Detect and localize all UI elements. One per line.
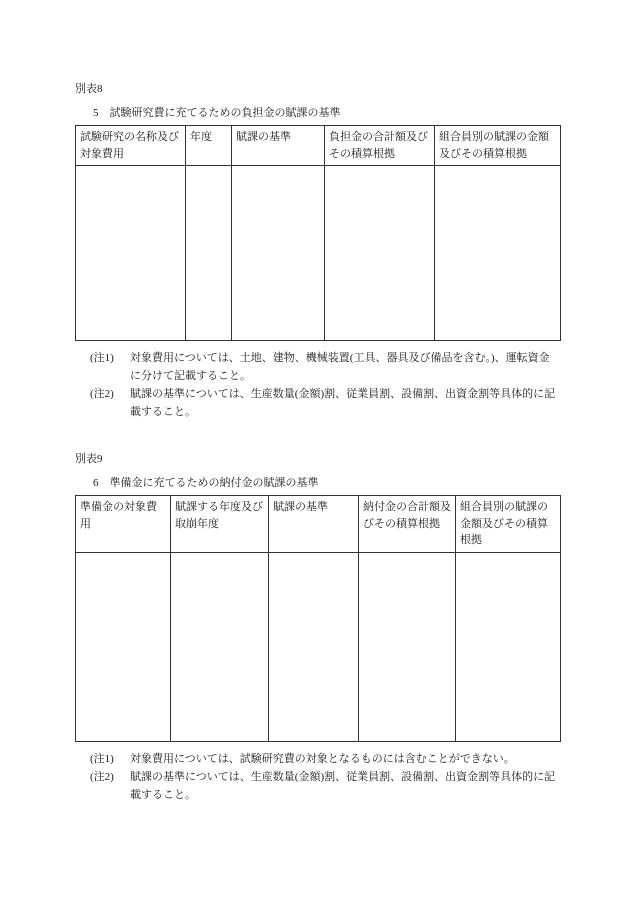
table9-note-2 [90,769,560,804]
section-divider-space [75,422,560,450]
table9-cell-member-amount [456,552,561,741]
table8-header-row [76,126,561,166]
table9-title: 6 準備金に充てるための納付金の賦課の基準 [93,477,319,490]
table9-header-levy-basis: 賦課の基準 [269,496,359,553]
table8-note-1 [90,350,560,385]
table8-body-row [76,166,561,341]
table8-cell-name-cost [76,166,186,341]
table8-header-member-amount: 組合員別の賦課の金額及びその積算根拠 [435,126,561,166]
table9-header-row [76,496,561,553]
note-text: 賦課の基準については、生産数量(金額)割、従業員割、設備割、出資金割等具体的に記載すること。 [130,771,556,802]
table8-header-name-cost: 試験研究の名称及び対象費用 [76,126,186,166]
table9-header-member-amount: 組合員別の賦課の金額及びその積算根拠 [456,496,561,553]
note-label: (注1) [90,352,114,364]
table9-header-target-cost: 準備金の対象費用 [76,496,171,553]
table8-cell-levy-basis [232,166,325,341]
table8-note-2 [90,386,560,421]
table9-header-total-amount: 納付金の合計額及びその積算根拠 [359,496,456,553]
table8-header-year: 年度 [186,126,232,166]
table9-cell-total-amount [359,552,456,741]
table9-body-row [76,552,561,741]
table8 [75,125,561,341]
table8-cell-total-amount [325,166,435,341]
sheet9-label: 別表9 [75,453,103,466]
note-label: (注1) [90,752,114,765]
table8-header-levy-basis: 賦課の基準 [232,126,325,166]
table8-header-total-amount: 負担金の合計額及びその積算根拠 [325,126,435,166]
note-text: 賦課の基準については、生産数量(金額)割、従業員割、設備割、出資金割等具体的に記載すること。 [130,388,556,418]
table9-cell-levy-year [171,552,269,741]
table8-title: 5 試験研究費に充てるための負担金の賦課の基準 [93,107,341,119]
table9-cell-target-cost [76,552,171,741]
table9 [75,495,561,742]
table9-note-1 [90,751,560,769]
sheet8-label: 別表8 [75,83,103,95]
note-label: (注2) [90,771,114,784]
table8-cell-member-amount [435,166,561,341]
note-text: 対象費用については、試験研究費の対象となるものには含むことができない。 [130,752,515,765]
table9-header-levy-year: 賦課する年度及び取崩年度 [171,496,269,553]
table8-cell-year [186,166,232,341]
table9-cell-levy-basis [269,552,359,741]
note-text: 対象費用については、土地、建物、機械装置(工具、器具及び備品を含む。)、運転資金に分けて記載すること。 [130,352,550,382]
note-label: (注2) [90,388,114,401]
table9-notes [90,751,560,805]
table8-notes [90,350,560,421]
